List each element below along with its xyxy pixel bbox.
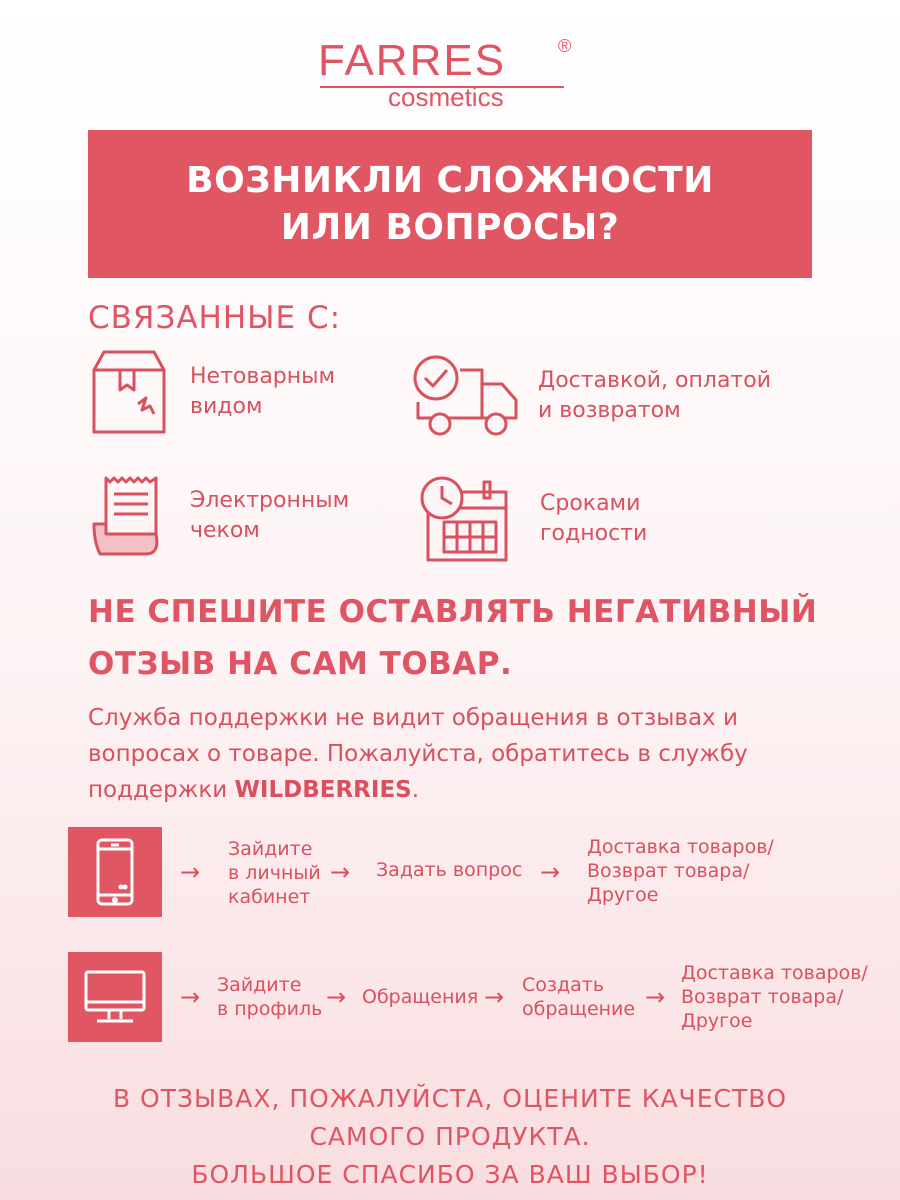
desktop-step-profile — [217, 973, 322, 1021]
arrow-icon: → — [180, 858, 201, 886]
mobile-step-topics-line1: Доставка товаров/ — [587, 836, 774, 858]
support-info — [88, 700, 788, 808]
info-line-1: Служба поддержки не видит обращения в отзывах и — [88, 705, 738, 731]
desktop-step-create-line1: Создать — [522, 974, 605, 996]
brand-logo — [318, 38, 588, 110]
footer-line-2: САМОГО ПРОДУКТА. — [309, 1122, 591, 1151]
desktop-step-create — [522, 973, 635, 1021]
header-banner — [88, 130, 812, 278]
mobile-step-topics-line3: Другое — [587, 884, 659, 906]
category-receipt — [90, 474, 349, 558]
desktop-step-topics-line3: Другое — [681, 1010, 753, 1032]
arrow-icon: → — [484, 983, 505, 1011]
desktop-step-topics-line2: Возврат товара/ — [681, 986, 844, 1008]
damaged-box-icon — [90, 348, 168, 436]
arrow-icon: → — [540, 858, 561, 886]
info-line-3-suffix: . — [411, 777, 420, 803]
monitor-icon — [83, 969, 147, 1025]
warning-line-1: НЕ СПЕШИТЕ ОСТАВЛЯТЬ НЕГАТИВНЫЙ — [88, 594, 818, 630]
smartphone-icon — [95, 837, 135, 907]
desktop-step-requests-label: Обращения — [362, 986, 479, 1008]
desktop-flow-icon-box — [68, 952, 162, 1042]
warning-line-2: ОТЗЫВ НА САМ ТОВАР. — [88, 646, 513, 682]
mobile-flow-icon-box — [68, 827, 162, 917]
banner-line-2: ИЛИ ВОПРОСЫ? — [280, 207, 620, 248]
footer-message — [0, 1080, 900, 1194]
desktop-step-requests — [362, 985, 478, 1009]
mobile-step-ask — [376, 858, 522, 882]
mobile-step-login-line2: в личный — [228, 862, 321, 884]
footer-line-1: В ОТЗЫВАХ, ПОЖАЛУЙСТА, ОЦЕНИТЕ КАЧЕСТВО — [112, 1084, 788, 1113]
mobile-step-login-line3: кабинет — [228, 886, 311, 908]
category-expiry-line1: Сроками — [540, 491, 641, 516]
logo-brand: FARRES — [318, 36, 507, 85]
category-receipt-line1: Электронным — [190, 488, 350, 513]
desktop-step-profile-line2: в профиль — [217, 998, 323, 1020]
mobile-step-login — [228, 837, 321, 909]
logo-subtitle: cosmetics — [388, 82, 504, 112]
category-delivery-line2: и возвратом — [538, 398, 681, 423]
wildberries-brand: WILDBERRIES — [234, 777, 412, 803]
desktop-step-create-line2: обращение — [522, 998, 636, 1020]
desktop-step-topics — [681, 961, 868, 1033]
mobile-step-login-line1: Зайдите — [228, 838, 313, 860]
calendar-clock-icon — [414, 474, 510, 564]
arrow-icon: → — [180, 983, 201, 1011]
desktop-step-topics-line1: Доставка товаров/ — [681, 962, 868, 984]
desktop-step-profile-line1: Зайдите — [217, 974, 302, 996]
category-expiry — [414, 474, 647, 564]
category-delivery-line1: Доставкой, оплатой — [538, 368, 771, 393]
mobile-step-topics — [587, 835, 774, 907]
category-expiry-line2: годности — [540, 521, 648, 546]
info-line-3-prefix: поддержки — [88, 777, 235, 803]
warning-heading — [88, 586, 817, 690]
category-damaged — [90, 348, 335, 436]
category-receipt-line2: чеком — [190, 518, 260, 543]
mobile-step-ask-label: Задать вопрос — [376, 859, 523, 881]
arrow-icon: → — [330, 858, 351, 886]
banner-line-1: ВОЗНИКЛИ СЛОЖНОСТИ — [186, 160, 714, 201]
mobile-step-topics-line2: Возврат товара/ — [587, 860, 750, 882]
category-damaged-line1: Нетоварным — [190, 364, 336, 389]
logo-registered-mark: ® — [558, 36, 572, 56]
info-line-2: вопросах о товаре. Пожалуйста, обратитесь в службу — [88, 741, 748, 767]
category-damaged-line2: видом — [190, 394, 263, 419]
category-delivery — [410, 352, 771, 440]
arrow-icon: → — [326, 983, 347, 1011]
arrow-icon: → — [645, 983, 666, 1011]
receipt-icon — [90, 474, 168, 558]
info-line-3 — [88, 772, 788, 808]
related-title: СВЯЗАННЫЕ С: — [88, 300, 342, 336]
delivery-truck-icon — [410, 352, 520, 440]
footer-line-3: БОЛЬШОЕ СПАСИБО ЗА ВАШ ВЫБОР! — [191, 1160, 709, 1189]
